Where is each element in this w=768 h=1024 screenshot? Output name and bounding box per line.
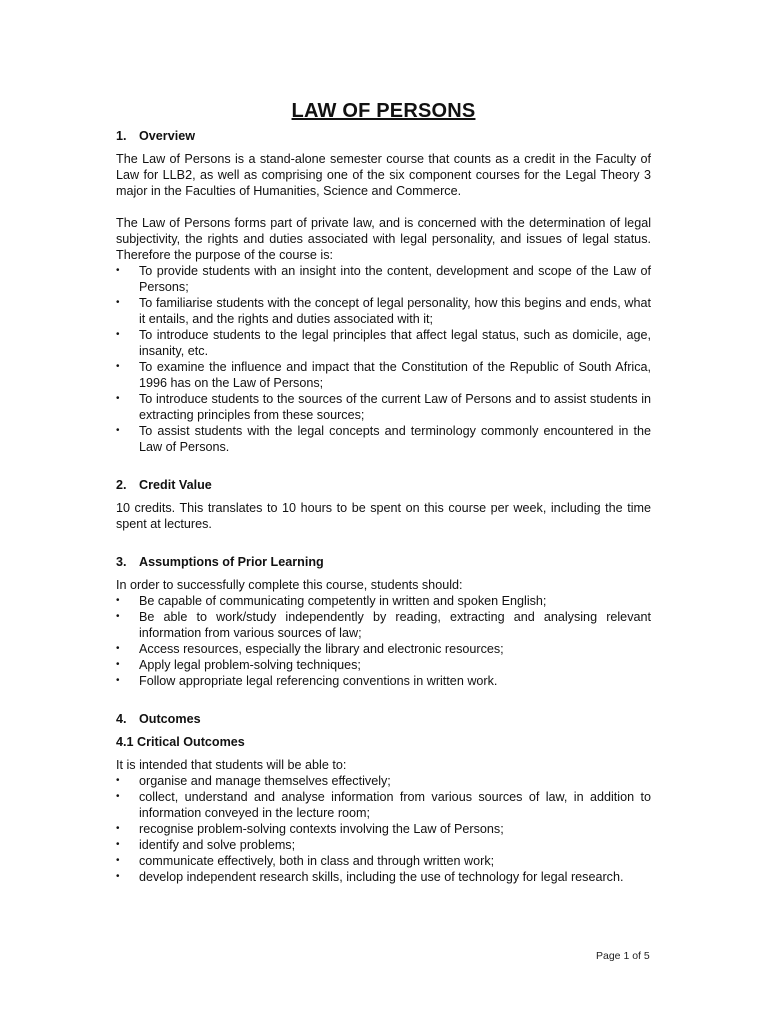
document-title: LAW OF PERSONS (291, 100, 476, 122)
section-heading-credit-value (116, 477, 651, 493)
bullet-icon: • (116, 329, 120, 340)
bullet-icon: • (116, 839, 120, 850)
list-item: • identify and solve problems; (116, 838, 296, 852)
overview-paragraph-2: The Law of Persons forms part of private law, and is concerned with the determination of legal subjectivity, the rights and duties associated with legal personality, and issues of legal status. Therefore the purpose of the course is: (116, 216, 651, 262)
outcomes-intro: It is intended that students will be able to: (116, 758, 347, 772)
list-item: • organise and manage themselves effectively; (116, 774, 391, 788)
bullet-icon: • (116, 659, 120, 670)
assumptions-list (116, 593, 651, 689)
bullet-icon: • (116, 855, 120, 866)
section-number: 1. (116, 129, 127, 143)
list-item: • To introduce students to the legal principles that affect legal status, such as domicile, age, insanity, etc. (116, 328, 651, 358)
list-item: • Be able to work/study independently by reading, extracting and analysing relevant information from various sources of law; (116, 610, 651, 640)
bullet-icon: • (116, 361, 120, 372)
bullet-icon: • (116, 791, 120, 802)
list-item: • Follow appropriate legal referencing conventions in written work. (116, 674, 498, 688)
list-item: • To introduce students to the sources of the current Law of Persons and to assist students in extracting principles from these sources; (116, 392, 651, 422)
section-number: 3. (116, 555, 127, 569)
section-title: Assumptions of Prior Learning (139, 555, 324, 569)
bullet-icon: • (116, 265, 120, 276)
list-item: • To assist students with the legal concepts and terminology commonly encountered in the Law of Persons. (116, 424, 651, 454)
list-item: • develop independent research skills, including the use of technology for legal research. (116, 870, 624, 884)
list-item: • Apply legal problem-solving techniques; (116, 658, 361, 672)
bullet-icon: • (116, 675, 120, 686)
bullet-icon: • (116, 297, 120, 308)
list-item: • To examine the influence and impact that the Constitution of the Republic of South Africa, 1996 has on the Law of Persons; (116, 360, 651, 390)
list-item: • To provide students with an insight into the content, development and scope of the Law of Persons; (116, 264, 651, 294)
list-item: • collect, understand and analyse information from various sources of law, in addition to information conveyed in the lecture room; (116, 790, 651, 820)
bullet-icon: • (116, 595, 120, 606)
subsection-heading-critical-outcomes: 4.1 Critical Outcomes (116, 735, 245, 749)
list-item: • Access resources, especially the library and electronic resources; (116, 642, 504, 656)
assumptions-intro: In order to successfully complete this course, students should: (116, 578, 463, 592)
section-heading-assumptions (116, 554, 651, 570)
page-number: Page 1 of 5 (596, 950, 650, 962)
bullet-icon: • (116, 643, 120, 654)
list-item: • To familiarise students with the concept of legal personality, how this begins and ends, what it entails, and the rights and duties associated with it; (116, 296, 651, 326)
section-number: 4. (116, 712, 127, 726)
bullet-icon: • (116, 871, 120, 882)
bullet-icon: • (116, 393, 120, 404)
section-title: Outcomes (139, 712, 201, 726)
bullet-icon: • (116, 775, 120, 786)
bullet-icon: • (116, 823, 120, 834)
section-heading-overview (116, 128, 651, 144)
overview-list (116, 263, 651, 455)
bullet-icon: • (116, 425, 120, 436)
section-heading-outcomes (116, 711, 651, 727)
bullet-icon: • (116, 611, 120, 622)
section-number: 2. (116, 478, 127, 492)
list-item: • communicate effectively, both in class and through written work; (116, 854, 495, 868)
document-body (116, 128, 651, 885)
credit-paragraph: 10 credits. This translates to 10 hours to be spent on this course per week, including the time spent at lectures. (116, 501, 651, 531)
outcomes-list (116, 773, 651, 885)
overview-paragraph-1: The Law of Persons is a stand-alone semester course that counts as a credit in the Faculty of Law for LLB2, as well as comprising one of the six component courses for the Legal Theory 3 major in the Faculties of Humanities, Science and Commerce. (116, 152, 651, 198)
list-item: • recognise problem-solving contexts involving the Law of Persons; (116, 822, 504, 836)
section-title: Credit Value (139, 478, 212, 492)
section-title: Overview (139, 129, 196, 143)
list-item: • Be capable of communicating competently in written and spoken English; (116, 594, 547, 608)
